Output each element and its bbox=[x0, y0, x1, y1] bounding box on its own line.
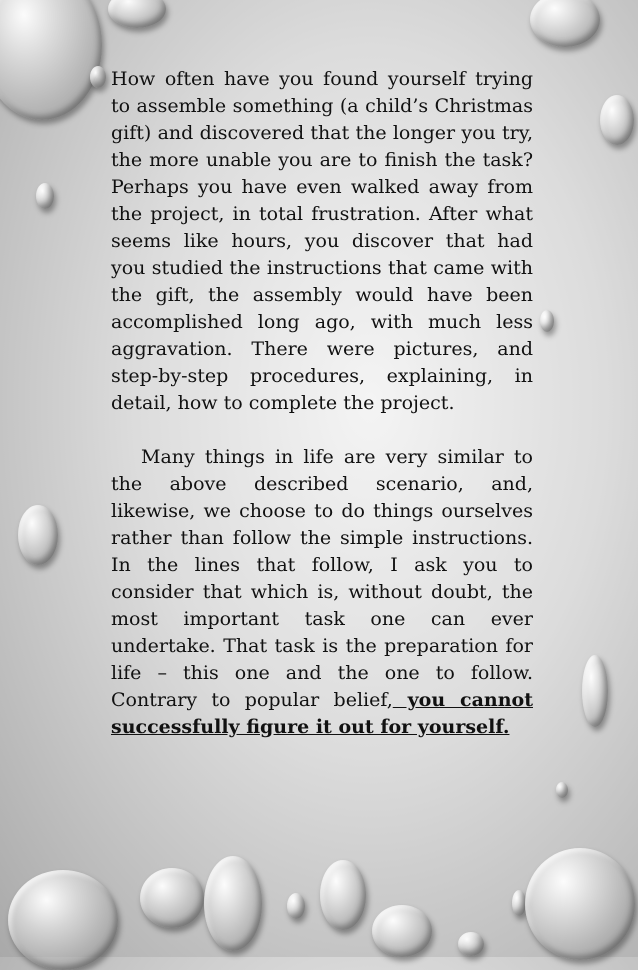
water-drop bbox=[512, 890, 526, 916]
document-body bbox=[111, 66, 533, 741]
water-drop bbox=[458, 932, 484, 956]
water-drop bbox=[372, 905, 432, 957]
water-drop bbox=[320, 860, 366, 930]
water-drop bbox=[582, 655, 608, 727]
water-drop bbox=[600, 95, 634, 145]
paragraph-main-text: Many things in life are very similar to the above described scenario, and, likewise, we choose to do things ourselves rather than follow the simple instructions. In the lines that follow, I ask you to consider that which is, without doubt, the most important task one can ever undertake. That task is the preparation for life – this one and the one to follow. Contrary to popular belief, bbox=[111, 446, 533, 711]
water-drop bbox=[18, 505, 58, 565]
water-drop bbox=[8, 870, 118, 970]
emphasized-statement: you cannot successfully figure it out for yourself. bbox=[111, 689, 533, 738]
water-drop bbox=[530, 0, 600, 47]
water-drop bbox=[540, 310, 554, 332]
water-drop bbox=[36, 183, 54, 209]
water-drop bbox=[0, 0, 102, 120]
water-drop bbox=[525, 848, 635, 960]
water-drop bbox=[108, 0, 166, 28]
paragraph-main bbox=[111, 444, 533, 741]
water-drop bbox=[90, 66, 106, 88]
paragraph-intro: How often have you found yourself trying to assemble something (a child’s Christmas gift) and discovered that the longer you try, the more unable you are to finish the task? Perhaps you have even walked away from the project, in total frustration. After what seems like hours, you discover that had you studied the instructions that came with the gift, the assembly would have been accomplished long ago, with much less aggravation. There were pictures, and step-by-step procedures, explaining, in detail, how to complete the project. bbox=[111, 68, 533, 414]
water-drop bbox=[287, 893, 305, 919]
water-drop bbox=[204, 856, 262, 951]
water-drop bbox=[556, 782, 568, 798]
water-drop bbox=[140, 868, 204, 928]
